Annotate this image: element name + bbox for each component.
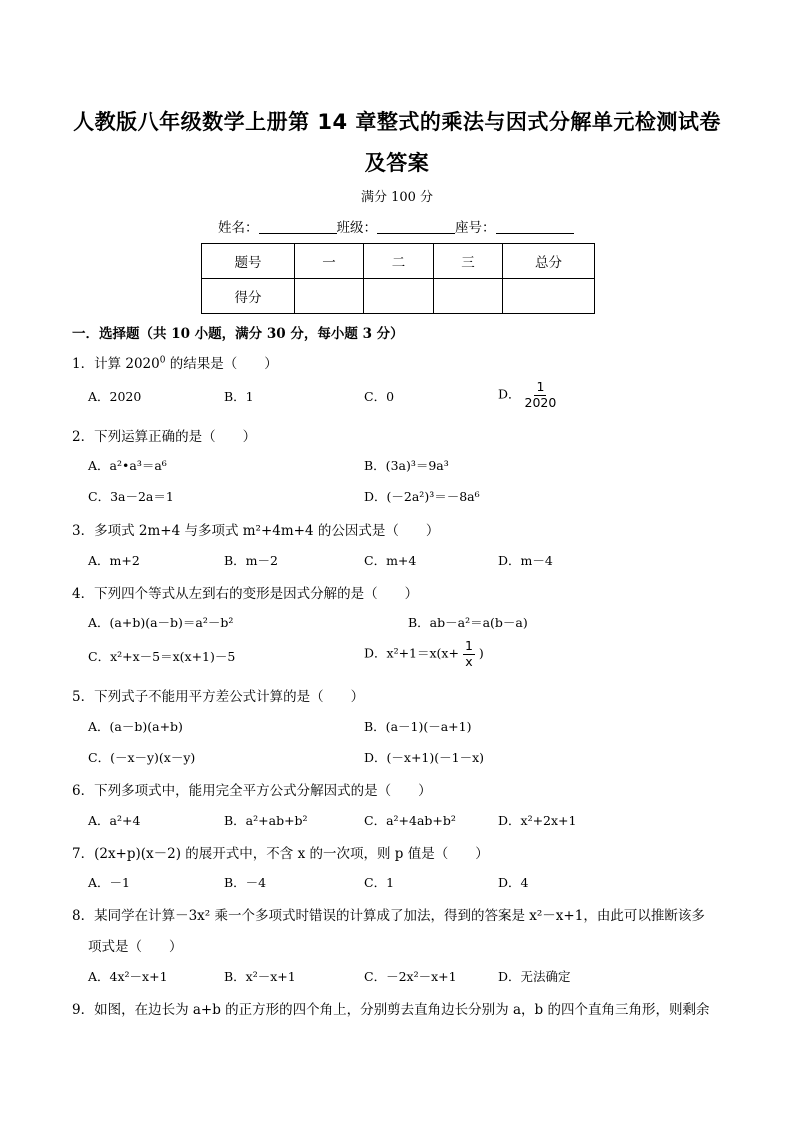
q5-option-a[interactable]: A．(a－b)(a+b) (88, 719, 183, 734)
question-8-line2: 项式是（ ） (88, 939, 183, 955)
fraction-denominator: 2020 (524, 394, 557, 410)
student-info-line (218, 216, 574, 236)
table-cell: 三 (434, 244, 503, 279)
q8-option-b[interactable]: B．x²－x+1 (224, 969, 296, 984)
score-cell[interactable] (434, 279, 503, 314)
score-cell[interactable] (295, 279, 364, 314)
name-field[interactable] (259, 219, 337, 234)
question-5: 5．下列式子不能用平方差公式计算的是（ ） (72, 689, 365, 705)
class-label: 班级： (336, 220, 377, 236)
table-cell: 得分 (202, 279, 295, 314)
q1-option-d[interactable] (498, 381, 556, 409)
table-cell: 一 (295, 244, 364, 279)
q5-option-d[interactable]: D．(－x+1)(－1－x) (364, 750, 485, 765)
q4-option-d-text-b: ) (478, 645, 484, 661)
q8-option-a[interactable]: A．4x²－x+1 (88, 969, 168, 984)
fraction-denominator: x (465, 653, 473, 669)
q4-option-c[interactable]: C．x²+x－5＝x(x+1)－5 (88, 649, 236, 664)
q7-option-b[interactable]: B．－4 (224, 875, 267, 890)
q7-option-c[interactable]: C．1 (364, 875, 395, 890)
name-label: 姓名： (218, 220, 259, 236)
question-8-line1: 8．某同学在计算－3x² 乘一个多项式时错误的计算成了加法，得到的答案是 x²－x+1，由此可以推断该多 (72, 908, 705, 924)
table-cell: 题号 (202, 244, 295, 279)
question-9: 9．如图，在边长为 a+b 的正方形的四个角上，分别剪去直角边长分别为 a，b 的四个直角三角形，则剩余 (72, 1002, 710, 1018)
q6-option-a[interactable]: A．a²+4 (88, 813, 141, 828)
seat-field[interactable] (496, 219, 574, 234)
q2-option-c[interactable]: C．3a－2a＝1 (88, 489, 174, 504)
class-field[interactable] (377, 219, 455, 234)
full-score-label: 满分 100 分 (360, 190, 434, 205)
question-2: 2．下列运算正确的是（ ） (72, 429, 257, 445)
q4-option-d-fraction (463, 640, 475, 668)
q1-option-d-label: D． (498, 386, 521, 402)
q1-option-d-fraction (525, 381, 557, 409)
q5-option-c[interactable]: C．(－x－y)(x－y) (88, 750, 196, 765)
q1-option-c[interactable]: C．0 (364, 389, 395, 404)
fraction-numerator: 1 (536, 379, 545, 394)
q8-option-c[interactable]: C．－2x²－x+1 (364, 969, 457, 984)
question-7: 7．(2x+p)(x－2) 的展开式中，不含 x 的一次项，则 p 值是（ ） (72, 846, 489, 862)
q4-option-a[interactable]: A．(a+b)(a－b)＝a²－b² (88, 615, 234, 630)
q3-option-c[interactable]: C．m+4 (364, 553, 417, 568)
exam-title-line1: 人教版八年级数学上册第 14 章整式的乘法与因式分解单元检测试卷 (73, 110, 721, 134)
q4-option-b[interactable]: B．ab－a²＝a(b－a) (408, 615, 528, 630)
table-cell: 二 (364, 244, 434, 279)
fraction-numerator: 1 (464, 638, 473, 653)
exam-title-line2: 及答案 (364, 151, 430, 175)
q1-stem-sup: 0 (159, 355, 166, 366)
q1-option-b[interactable]: B．1 (224, 389, 254, 404)
q6-option-d[interactable]: D．x²+2x+1 (498, 813, 577, 828)
question-6: 6．下列多项式中，能用完全平方公式分解因式的是（ ） (72, 783, 432, 799)
score-table-header-row (202, 244, 595, 279)
score-table (201, 243, 595, 314)
q2-option-b[interactable]: B．(3a)³＝9a³ (364, 458, 449, 473)
q3-option-a[interactable]: A．m+2 (88, 553, 140, 568)
question-1 (72, 352, 278, 372)
q4-option-d[interactable] (364, 640, 484, 668)
q7-option-d[interactable]: D．4 (498, 875, 529, 890)
q1-stem-b: 的结果是（ ） (165, 356, 278, 372)
q1-option-a[interactable]: A．2020 (88, 389, 142, 404)
q1-stem-a: 1．计算 2020 (72, 356, 160, 372)
question-3: 3．多项式 2m+4 与多项式 m²+4m+4 的公因式是（ ） (72, 523, 440, 539)
q7-option-a[interactable]: A．－1 (88, 875, 130, 890)
q2-option-d[interactable]: D．(－2a²)³＝－8a⁶ (364, 489, 480, 504)
q3-option-d[interactable]: D．m－4 (498, 553, 553, 568)
section-heading: 一．选择题（共 10 小题，满分 30 分，每小题 3 分） (72, 326, 404, 342)
question-4: 4．下列四个等式从左到右的变形是因式分解的是（ ） (72, 586, 419, 602)
q6-option-c[interactable]: C．a²+4ab+b² (364, 813, 456, 828)
q6-option-b[interactable]: B．a²+ab+b² (224, 813, 308, 828)
score-cell[interactable] (364, 279, 434, 314)
seat-label: 座号： (455, 220, 496, 236)
q8-option-d[interactable]: D．无法确定 (498, 969, 571, 984)
table-cell: 总分 (503, 244, 595, 279)
q3-option-b[interactable]: B．m－2 (224, 553, 278, 568)
q5-option-b[interactable]: B．(a－1)(－a+1) (364, 719, 472, 734)
score-cell[interactable] (503, 279, 595, 314)
q4-option-d-text-a: D．x²+1＝x(x+ (364, 645, 459, 661)
q2-option-a[interactable]: A．a²•a³＝a⁶ (88, 458, 167, 473)
score-table-score-row (202, 279, 595, 314)
